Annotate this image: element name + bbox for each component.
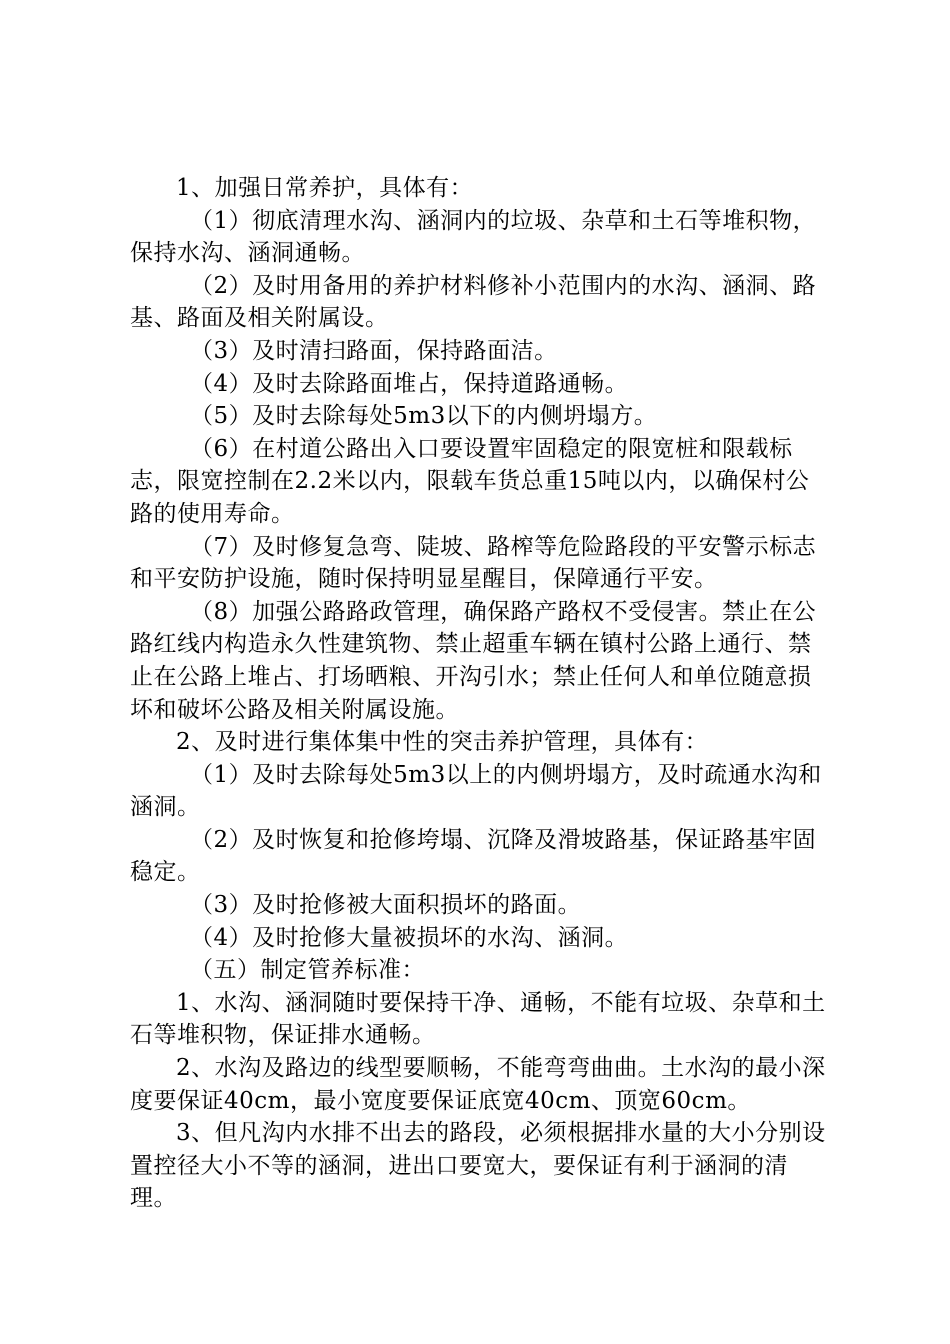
paragraph: 1、水沟、涵洞随时要保持干净、通畅，不能有垃圾、杂草和土石等堆积物，保证排水通畅。 — [130, 989, 826, 1049]
paragraph: 3、但凡沟内水排不出去的路段，必须根据排水量的大小分别设置控径大小不等的涵洞，进出口要宽大，要保证有利于涵洞的清理。 — [130, 1120, 826, 1212]
paragraph: （3）及时抢修被大面积损坏的路面。 — [190, 892, 582, 919]
paragraph: （5）及时去除每处5m3以下的内侧坍塌方。 — [190, 403, 658, 430]
paragraph: （6）在村道公路出入口要设置牢固稳定的限宽桩和限载标志，限宽控制在2.2米以内，限载车货总重15吨以内，以确保村公路的使用寿命。 — [130, 435, 810, 527]
paragraph: 1、加强日常养护，具体有： — [176, 175, 474, 201]
paragraph: （4）及时去除路面堆占，保持道路通畅。 — [190, 370, 629, 397]
paragraph: 2、及时进行集体集中性的突击养护管理，具体有： — [176, 729, 709, 756]
paragraph: 2、水沟及路边的线型要顺畅，不能弯弯曲曲。土水沟的最小深度要保证40cm，最小宽度要保证底宽40cm、顶宽60cm。 — [130, 1055, 826, 1114]
paragraph: （1）及时去除每处5m3以上的内侧坍塌方，及时疏通水沟和涵洞。 — [130, 761, 822, 821]
paragraph: （1）彻底清理水沟、涵洞内的垃圾、杂草和土石等堆积物，保持水沟、涵洞通畅。 — [130, 207, 817, 267]
paragraph: （8）加强公路路政管理，确保路产路权不受侵害。禁止在公路红线内构造永久性建筑物、禁止超重车辆在镇村公路上通行、禁止在公路上堆占、打场晒粮、开沟引水；禁止任何人和单位随意损坏和破坏公路及相关附属设施。 — [130, 598, 817, 723]
section-heading: （五）制定管养标准： — [190, 957, 425, 984]
paragraph: （3）及时清扫路面，保持路面洁。 — [190, 337, 558, 364]
document-body — [130, 172, 830, 1215]
paragraph: （2）及时恢复和抢修垮塌、沉降及滑坡路基，保证路基牢固稳定。 — [130, 826, 817, 886]
paragraph: （2）及时用备用的养护材料修补小范围内的水沟、涵洞、路基、路面及相关附属设。 — [130, 272, 817, 332]
paragraph: （4）及时抢修大量被损坏的水沟、涵洞。 — [190, 924, 629, 951]
paragraph: （7）及时修复急弯、陡坡、路榨等危险路段的平安警示标志和平安防护设施，随时保持明显星醒目，保障通行平安。 — [130, 533, 817, 593]
